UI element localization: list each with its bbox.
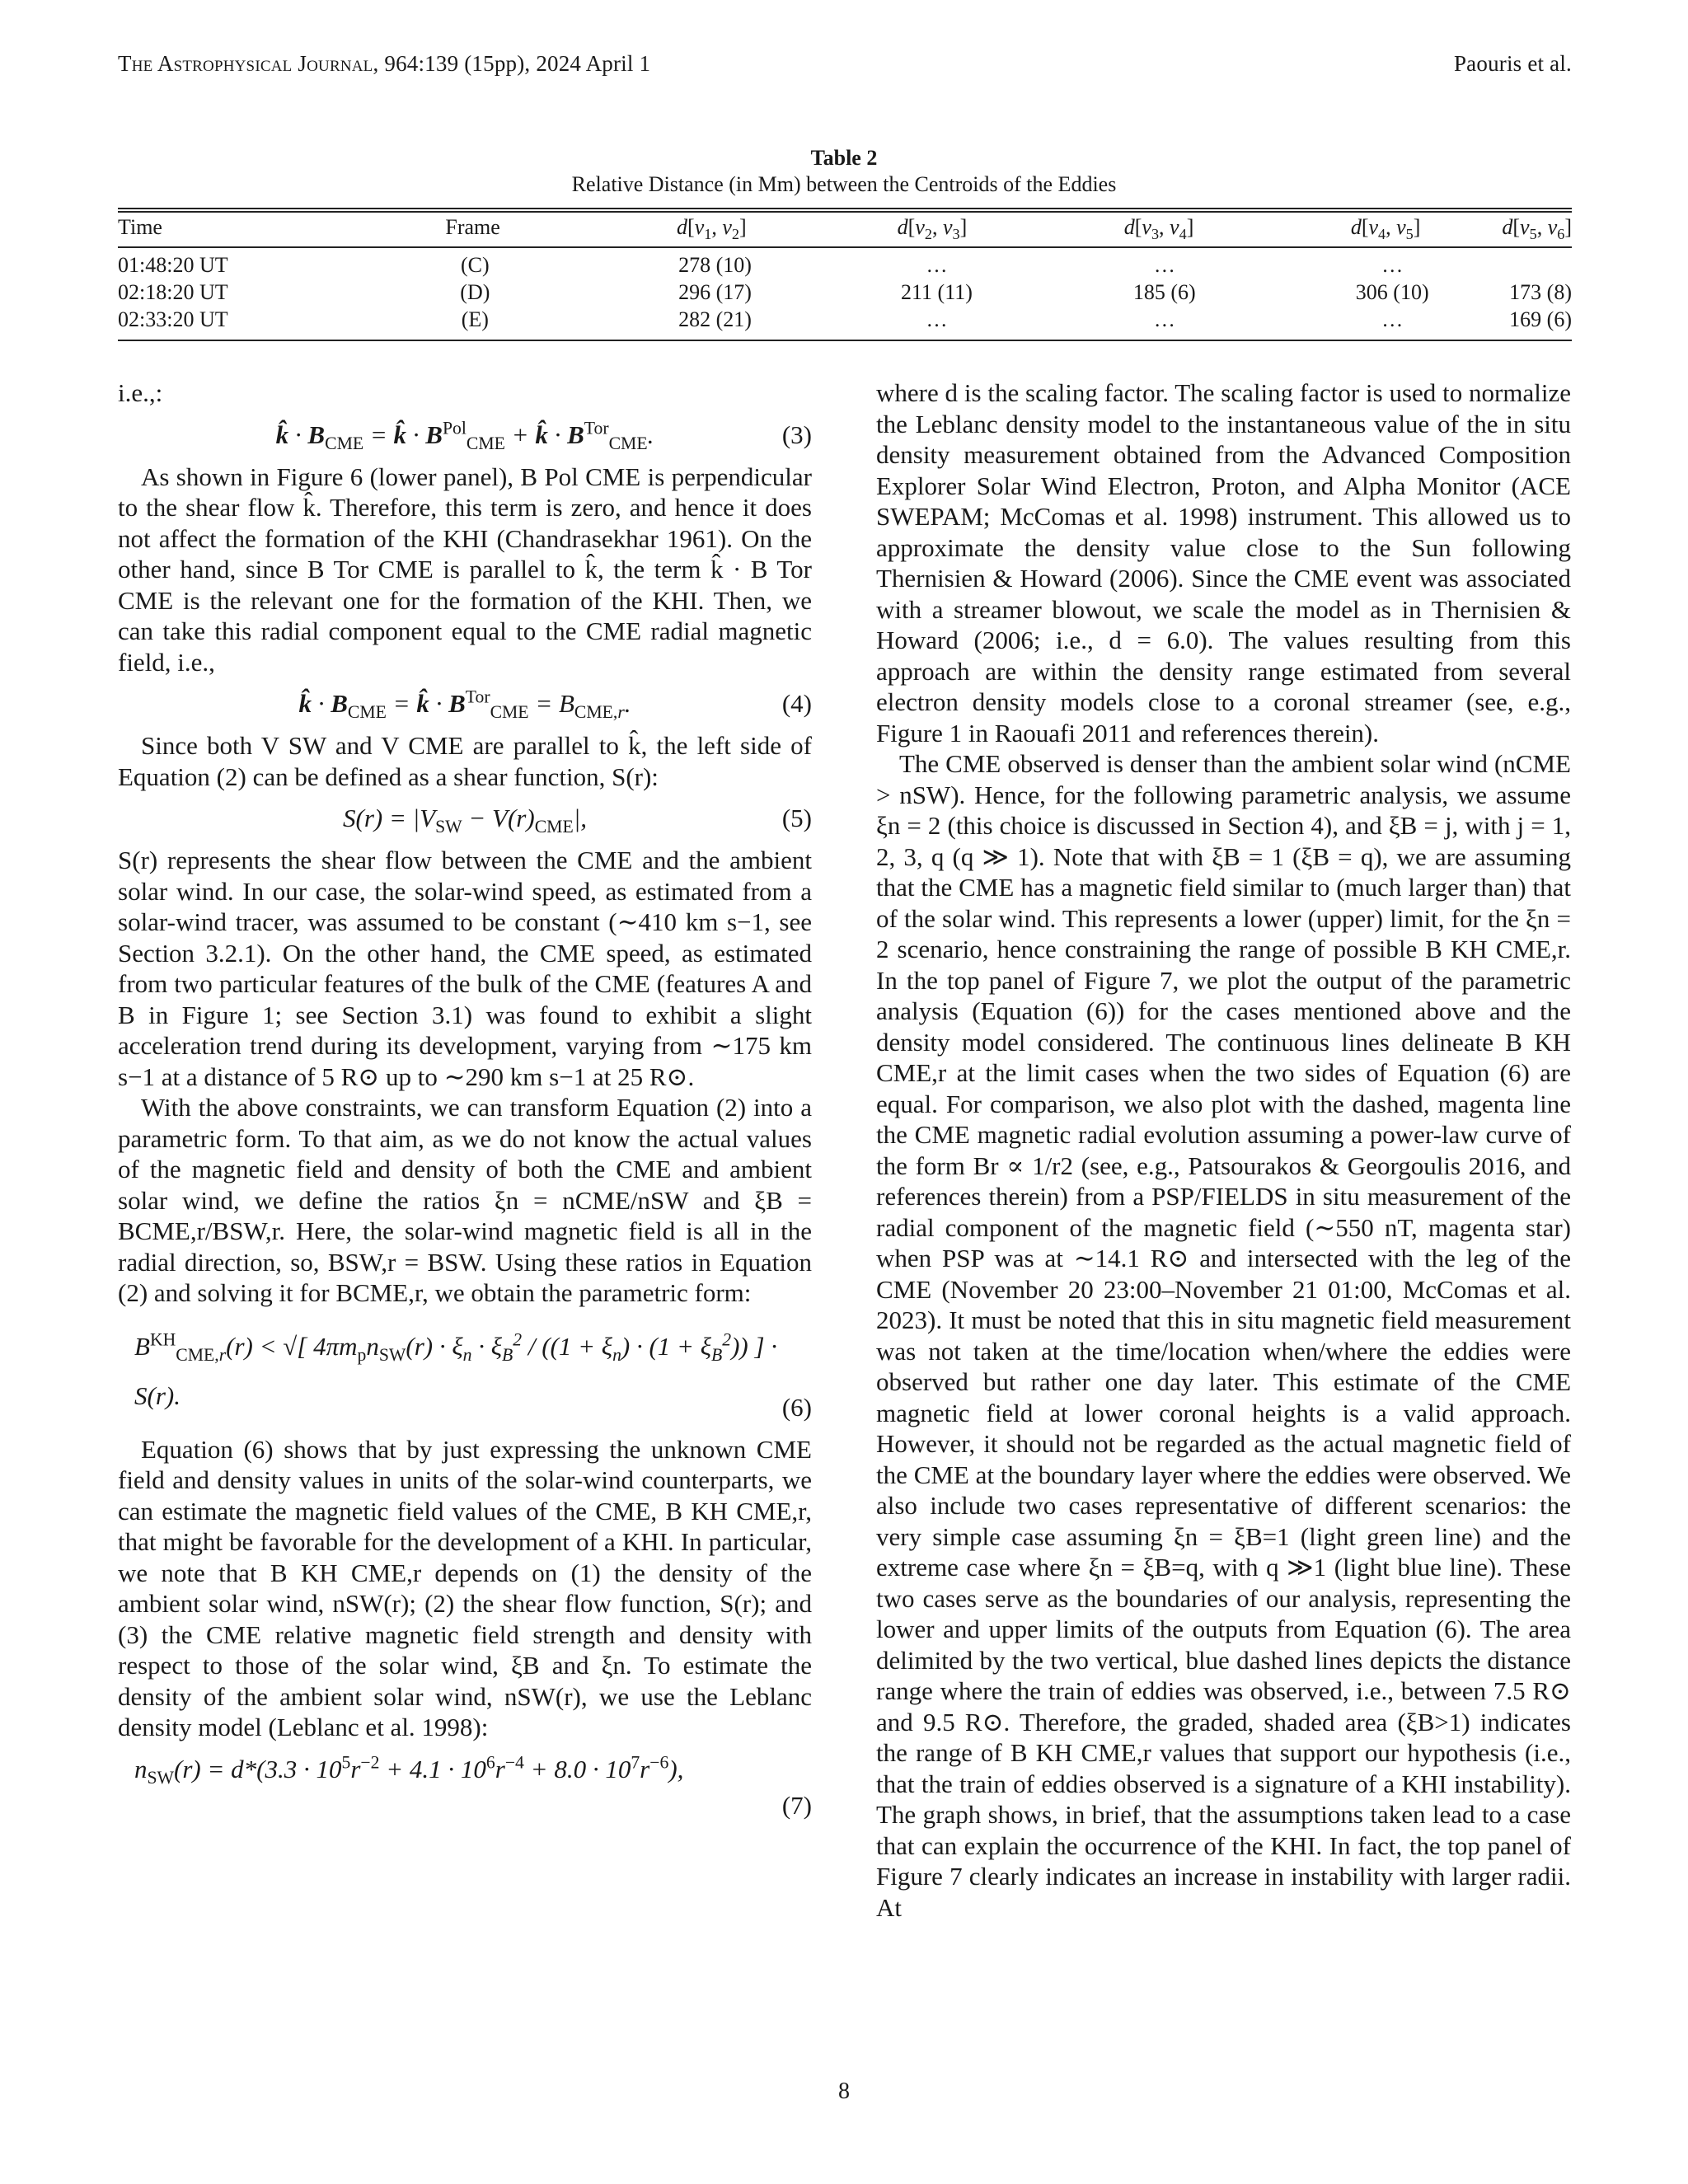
table-label: Table 2 [810, 146, 878, 170]
equation-number: (5) [781, 804, 812, 832]
table-cell: … [926, 307, 948, 331]
table-row [118, 251, 1572, 279]
equation-body: $S(r) = |V_{SW} - V(r)_{CME}|$, [343, 804, 587, 837]
equation-body: k̂ · $B_{CME}$ = k̂ · $B^{Tor}_{CME} = B_{CME,r}$. [298, 687, 631, 723]
table-cell: 282 (21) [678, 307, 752, 331]
table-mid-rule [118, 246, 1572, 248]
equation-4 [118, 682, 812, 725]
table-cell: … [926, 252, 948, 277]
table-cell: 185 (6) [1132, 279, 1196, 304]
paragraph: S(r) represents the shear flow between the CME and the ambient solar wind. In our case, the solar-wind speed, as estimated from a solar-wind tracer, was assumed to be constant (∼410 km s−1, see Section 3.2.1). On the other hand, the CME speed, as estimated from two particular features of the bulk of the CME (features A and B in Figure 1; see Section 3.1) was found to exhibit a slight acceleration trend during its development, varying from ∼175 km s−1 at a distance of 5 R⊙ up to ∼290 km s−1 at 25 R⊙. [118, 846, 812, 1091]
table-title: Relative Distance (in Mm) between the Centroids of the Eddies [571, 172, 1117, 196]
table-cell: 02:18:20 UT [118, 279, 228, 304]
table-cell: (E) [461, 307, 489, 331]
table-top-rule-2 [118, 211, 1572, 213]
equation-body: $B^{KH}_{CME,r}(r)$ < √[ $4\pi m_pn_{SW}(r) \cdot \xi_n \cdot \xi_B^2 / ((1 + \xi_n) \cdot (1 + \xi_B^2))$ ] · S(r). [134, 1329, 778, 1410]
paragraph: The CME observed is denser than the ambient solar wind (nCME > nSW). Hence, for the following parametric analysis, we assume ξn = 2 (this choice is discussed in Section 4), and ξB = j, with j = 1, 2, 3, q (q ≫ 1). Note that with ξB = 1 (ξB = q), we are assuming that the CME has a magnetic field similar to (much larger than) that of the solar wind. This represents a lower (upper) limit, for the ξn = 2 scenario, hence constraining the range of possible B KH CME,r. In the top panel of Figure 7, we plot the output of the parametric analysis (Equation (6)) for the cases mentioned above and the density model considered. The continuous lines delineate B KH CME,r at the limit cases when the two sides of Equation (6) are equal. For comparison, we also plot with the dashed, magenta line the CME magnetic radial evolution assuming a power-law curve of the form Br ∝ 1/r2 (see, e.g., Patsourakos & Georgoulis 2016, and references therein) from a PSP/FIELDS in situ measurement of the radial component of the magnetic field (∼550 nT, magenta star) when PSP was at ∼14.1 R⊙ and intersected with the leg of the CME (November 20 23:00–November 21 01:00, McComas et al. 2023). It must be noted that this in situ magnetic field measurement was not taken at the time/location when/where the eddies were observed but rather one day later. This estimate of the CME magnetic field at lower coronal heights is a valid approach. However, it should not be regarded as the actual magnetic field of the CME at the boundary layer where the eddies were observed. We also include two cases representative of different scenarios: the very simple case assuming ξn = ξB=1 (light green line) and the extreme case where ξn = ξB=q, with q ≫1 (light blue line). These two cases serve as the boundaries of our analysis, representing the lower and upper limits of the outputs from Equation (6). The area delimited by the two vertical, blue dashed lines depicts the distance range where the train of eddies was observed, i.e., between 7.5 R⊙ and 9.5 R⊙. Therefore, the graded, shaded area (ξB>1) indicates the range of B KH CME,r values that support our hypothesis (i.e., that the train of eddies observed is a signature of a KHI instability). The graph shows, in brief, that the assumptions taken lead to a case that can explain the occurrence of the KHI. In fact, the top panel of Figure 7 clearly indicates an increase in instability with larger radii. At [876, 749, 1571, 1922]
table-cell: 169 (6) [1509, 307, 1572, 331]
col-d45: $d[v_4$, $v_5$] [1350, 214, 1421, 242]
col-d23: $d[v_2$, $v_3$] [897, 214, 968, 242]
col-d12: $d[v_1$, $v_2$] [677, 214, 747, 242]
table-cell: 306 (10) [1355, 279, 1429, 304]
paragraph: With the above constraints, we can transform Equation (2) into a parametric form. To that aim, as we do not know the actual values of the magnetic field and density of both the CME and ambient solar wind, we define the ratios ξn = nCME/nSW and ξB = BCME,r/BSW,r. Here, the solar-wind magnetic field is all in the radial direction, so, BSW,r = BSW. Using these ratios in Equation (2) and solving it for BCME,r, we obtain the parametric form: [118, 1093, 812, 1307]
table-body [118, 251, 1572, 333]
page-number: 8 [838, 2079, 850, 2104]
equation-number: (3) [781, 419, 812, 449]
equation-6 [118, 1314, 812, 1429]
col-time: Time [118, 214, 162, 239]
table-caption [0, 145, 1688, 198]
table-cell: 278 (10) [678, 252, 752, 277]
equation-body: $n_{SW}(r) = d*(3.3 \cdot 10^5r^{-2} + 4.1 \cdot 10^6r^{-4} + 8.0 \cdot 10^7r^{-6})$, [134, 1752, 684, 1788]
table-header-row [118, 213, 1572, 241]
right-column [876, 377, 1571, 1923]
table-cell: … [1153, 307, 1175, 331]
equation-5 [118, 797, 812, 840]
left-column [118, 377, 812, 1827]
col-d56: $d[v_5$, $v_6$] [1502, 214, 1572, 242]
table-cell: 02:33:20 UT [118, 307, 228, 331]
paragraph: where d is the scaling factor. The scaling factor is used to normalize the Leblanc density model to the instantaneous value of the in situ density measurement obtained from the Advanced Composition Explorer Solar Wind Electron, Proton, and Alpha Monitor (ACE SWEPAM; McComas et al. 1998) instrument. This allowed us to approximate the density value close to the Sun following Thernisien & Howard (2006). Since the CME event was associated with a streamer blowout, we scale the model as in Thernisien & Howard (2006; i.e., d = 6.0). The values resulting from this approach are within the density range estimated from several electron density models close to a coronal streamer (see, e.g., Figure 1 in Raouafi 2011 and references therein). [876, 378, 1571, 748]
table-row [118, 279, 1572, 306]
table-cell: 01:48:20 UT [118, 252, 228, 277]
table-header [118, 213, 1572, 241]
table-cell: (C) [461, 252, 490, 277]
paragraph: Since both V SW and V CME are parallel to k̂, the left side of Equation (2) can be defined as a shear function, S(r): [118, 731, 812, 791]
table-cell: 296 (17) [678, 279, 752, 304]
equation-number: (4) [781, 689, 812, 718]
equation-3 [118, 414, 812, 457]
col-frame: Frame [445, 214, 500, 239]
table-bottom-rule [118, 340, 1572, 341]
running-header-authors: Paouris et al. [1453, 51, 1572, 76]
paragraph: Equation (6) shows that by just expressing the unknown CME field and density values in units of the solar-wind counterparts, we can estimate the magnetic field values of the CME, B KH CME,r, that might be favorable for the development of a KHI. In particular, we note that B KH CME,r depends on (1) the density of the ambient solar wind, nSW(r); (2) the shear flow function, S(r); and (3) the CME relative magnetic field strength and density with respect to those of the solar wind, ξB and ξn. To estimate the density of the ambient solar wind, nSW(r), we use the Leblanc density model (Leblanc et al. 1998): [118, 1434, 812, 1741]
table-cell [1509, 251, 1572, 279]
paragraph: As shown in Figure 6 (lower panel), B Pol CME is perpendicular to the shear flow k̂. Therefore, this term is zero, and hence it does not affect the formation of the KHI (Chandrasekhar 1961). On the other hand, since B Tor CME is parallel to k̂, the term k̂ · B Tor CME is the relevant one for the formation of the KHI. Then, we can take this radial component equal to the CME radial magnetic field, i.e., [118, 462, 812, 677]
table-cell: 211 (11) [901, 279, 973, 304]
equation-number: (6) [781, 1392, 812, 1422]
journal-citation: , 964:139 (15pp), 2024 April 1 [373, 51, 651, 76]
table-cell: … [1381, 307, 1404, 331]
table-cell: … [1381, 252, 1404, 277]
paragraph: i.e.,: [118, 378, 163, 407]
journal-name: The Astrophysical Journal [118, 51, 373, 76]
equation-number: (7) [781, 1790, 812, 1820]
running-header-left [118, 51, 650, 77]
equation-body: k̂ · $B_{CME}$ = k̂ · $B^{Pol}_{CME}$ + k̂ · $B^{Tor}_{CME}$. [275, 418, 654, 453]
table-cell: 173 (8) [1509, 279, 1572, 304]
col-d34: $d[v_3$, $v_4$] [1123, 214, 1194, 242]
equation-7 [118, 1748, 812, 1822]
table-top-rule [118, 208, 1572, 209]
table-cell: … [1153, 252, 1175, 277]
table-cell: (D) [460, 279, 490, 304]
table-row [118, 306, 1572, 333]
